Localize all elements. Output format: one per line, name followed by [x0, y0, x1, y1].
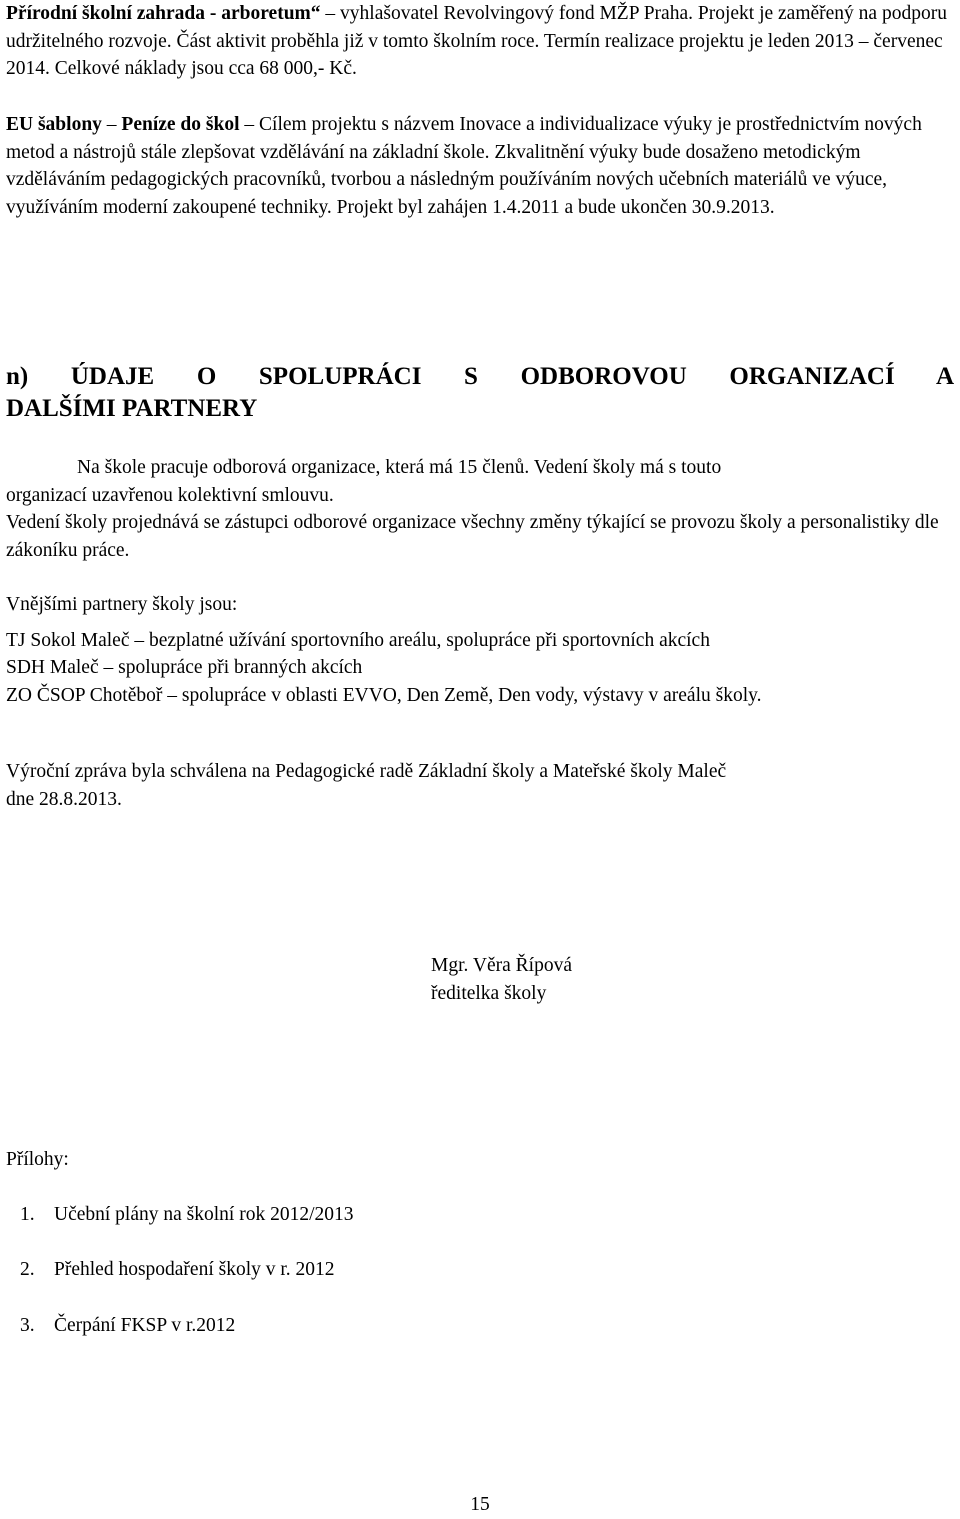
- union-line-1: Na škole pracuje odborová organizace, která má 15 členů. Vedení školy má s touto: [77, 457, 722, 478]
- union-paragraph: [6, 454, 954, 564]
- approval-line-2: dne 28.8.2013.: [6, 788, 122, 810]
- attachment-number: 3.: [20, 1315, 35, 1336]
- partner-item: ZO ČSOP Chotěboř – spolupráce v oblasti EVVO, Den Země, Den vody, výstavy v areálu školy.: [6, 684, 762, 706]
- attachment-label: Čerpání FKSP v r.2012: [54, 1315, 236, 1336]
- signature-block: [431, 952, 572, 1007]
- signature-role: ředitelka školy: [431, 982, 547, 1004]
- project-eu-subtitle: Peníze do škol: [121, 114, 240, 135]
- project-arboretum-paragraph: [6, 0, 954, 83]
- attachment-item: [20, 1256, 335, 1284]
- project-eu-text: – Cílem projektu s názvem Inovace a individualizace výuky je prostřednictvím nových metod a nástrojů stále zlepšovat vzdělávání na základní škole. Zkvalitnění výuky bude dosaženo metodickým vzděláváním pedagogických pracovníků, tvorbou a následným používáním nových učebních materiálů ve výuce, využíváním moderní zakoupené techniky. Projekt byl zahájen 1.4.2011 a bude ukončen 30.9.2013.: [6, 114, 922, 218]
- section-heading-line2: DALŠÍMI PARTNERY: [6, 395, 258, 422]
- attachment-number: 1.: [20, 1204, 35, 1225]
- attachment-item: [20, 1201, 354, 1229]
- partners-section: [6, 591, 954, 709]
- partners-intro: Vnějšími partnery školy jsou:: [6, 594, 238, 615]
- attachment-label: Přehled hospodaření školy v r. 2012: [54, 1259, 335, 1280]
- project-arboretum-title: Přírodní školní zahrada - arboretum“: [6, 3, 321, 24]
- union-line-2: organizací uzavřenou kolektivní smlouvu.: [6, 484, 334, 506]
- project-eu-paragraph: [6, 111, 954, 221]
- project-arboretum-text: – vyhlašovatel Revolvingový fond MŽP Praha. Projekt je zaměřený na podporu udržitelného rozvoje. Část aktivit proběhla již v tomto školním roce. Termín realizace projektu je leden 2013 – červenec 2014. Celkové náklady jsou cca 68 000,- Kč.: [6, 3, 947, 79]
- project-eu-title: EU šablony: [6, 114, 102, 135]
- partner-item: TJ Sokol Maleč – bezplatné užívání sportovního areálu, spolupráce při sportovních akcích: [6, 629, 710, 651]
- section-heading: [6, 361, 954, 425]
- approval-line-1: Výroční zpráva byla schválena na Pedagogické radě Základní školy a Mateřské školy Maleč: [6, 761, 727, 782]
- partner-item: SDH Maleč – spolupráce při branných akcích: [6, 657, 363, 678]
- attachment-label: Učební plány na školní rok 2012/2013: [54, 1204, 354, 1225]
- approval-paragraph: [6, 758, 954, 813]
- section-heading-line1: n) ÚDAJE O SPOLUPRÁCI S ODBOROVOU ORGANIZACÍ A: [6, 363, 954, 390]
- attachment-number: 2.: [20, 1259, 35, 1280]
- signature-name: Mgr. Věra Řípová: [431, 955, 572, 976]
- page-number: 15: [470, 1494, 490, 1515]
- dash-separator: –: [101, 114, 122, 135]
- union-line-3: Vedení školy projednává se zástupci odborové organizace všechny změny týkající se provozu školy a personalistiky dle zákoníku práce.: [6, 512, 939, 561]
- attachments-title: Přílohy:: [6, 1149, 69, 1170]
- attachment-item: [20, 1312, 235, 1340]
